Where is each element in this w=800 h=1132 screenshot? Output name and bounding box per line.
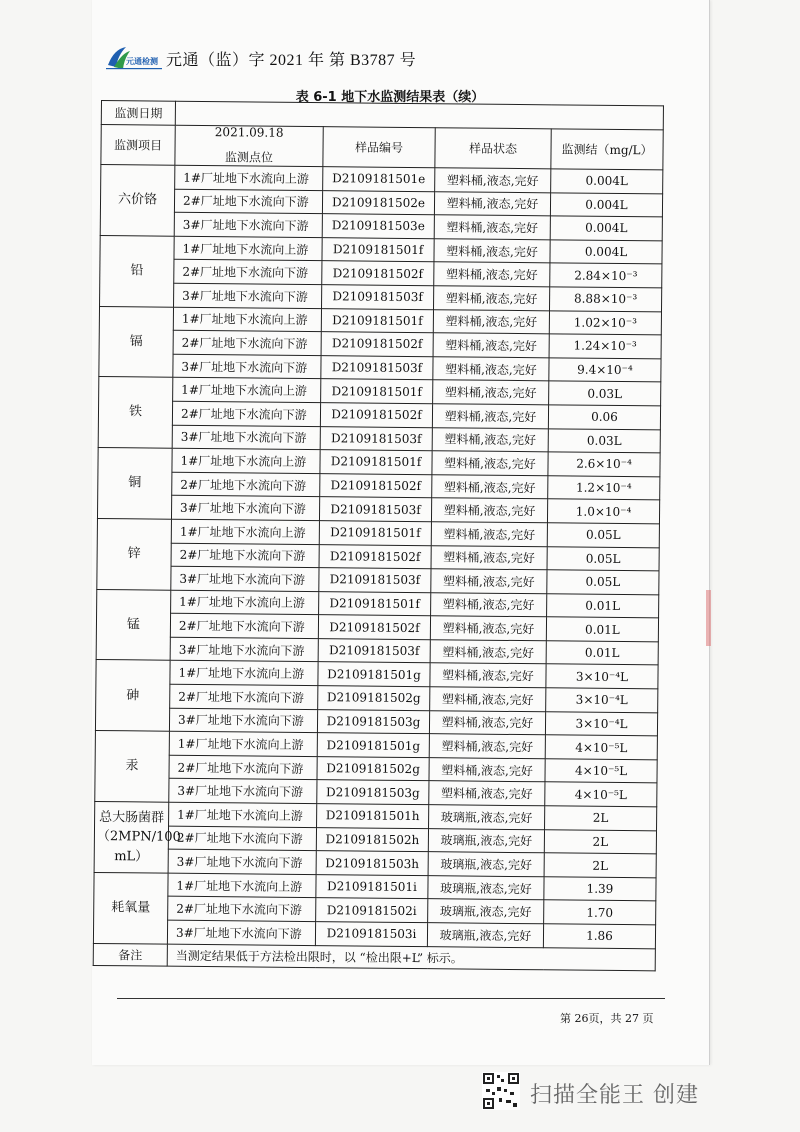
result-value: 8.88×10⁻³ (550, 287, 662, 312)
monitoring-point: 2#厂址地下水流向下游 (172, 472, 320, 497)
sample-state: 塑料桶,液态,完好 (434, 286, 550, 311)
qr-code-icon (482, 1072, 520, 1110)
sample-state: 塑料桶,液态,完好 (434, 215, 550, 240)
sample-id: D2109181503f (320, 426, 432, 451)
parameter-name: 铁 (98, 377, 173, 448)
parameter-name: 铜 (97, 448, 172, 519)
sample-state: 塑料桶,液态,完好 (432, 451, 548, 476)
page-number: 第 26页，共 27 页 (560, 1012, 654, 1025)
point-header: 监测点位 (224, 150, 274, 165)
monitoring-point: 3#厂址地下水流向下游 (174, 283, 322, 308)
result-value: 0.01L (546, 617, 658, 642)
result-value: 9.4×10⁻⁴ (549, 358, 661, 383)
sample-id: D2109181501f (320, 450, 432, 475)
result-value: 2.84×10⁻³ (550, 263, 662, 288)
sample-id-header: 样品编号 (323, 127, 435, 168)
result-value: 2.6×10⁻⁴ (548, 452, 660, 477)
result-value: 0.004L (550, 192, 662, 217)
result-value: 3×10⁻⁴L (545, 711, 657, 736)
note-text: 当测定结果低于方法检出限时，以 “检出限+L” 标示。 (167, 944, 655, 971)
monitoring-point: 2#厂址地下水流向下游 (172, 401, 320, 426)
monitoring-point: 2#厂址地下水流向下游 (168, 897, 316, 922)
monitoring-point: 2#厂址地下水流向下游 (171, 543, 319, 568)
sample-id: D2109181503f (319, 497, 431, 522)
point-label (175, 125, 323, 166)
logo-text: 元通检测 (126, 57, 158, 66)
monitoring-point: 3#厂址地下水流向下游 (174, 212, 322, 237)
sample-id: D2109181502f (321, 332, 433, 357)
result-header: 监测结（mg/L） (551, 129, 663, 170)
result-value: 1.2×10⁻⁴ (548, 476, 660, 501)
sample-state: 塑料桶,液态,完好 (434, 262, 550, 287)
monitoring-point: 1#厂址地下水流向上游 (171, 519, 319, 544)
result-value: 0.03L (549, 381, 661, 406)
monitoring-point: 3#厂址地下水流向下游 (169, 708, 317, 733)
monitoring-point: 1#厂址地下水流向上游 (173, 378, 321, 403)
monitoring-point: 1#厂址地下水流向上游 (169, 802, 317, 827)
monitoring-point: 1#厂址地下水流向上游 (173, 307, 321, 332)
result-value: 2L (544, 853, 656, 878)
parameter-name: 镉 (99, 306, 174, 377)
sample-id: D2109181502e (322, 190, 434, 215)
state-header: 样品状态 (435, 128, 551, 169)
sample-id: D2109181503e (322, 214, 434, 239)
monitoring-point: 1#厂址地下水流向上游 (171, 590, 319, 615)
result-value: 0.004L (550, 216, 662, 241)
parameter-name: 砷 (95, 660, 170, 731)
table-title: 表 6-1 地下水监测结果表（续） (295, 90, 485, 105)
sample-state: 塑料桶,液态,完好 (431, 522, 547, 547)
result-value: 0.004L (550, 240, 662, 265)
sample-id: D2109181503f (321, 355, 433, 380)
sample-id: D2109181502h (316, 827, 428, 852)
parameter-name: 耗氧量 (93, 872, 168, 943)
sample-id: D2109181502g (317, 756, 429, 781)
sample-state: 塑料桶,液态,完好 (434, 191, 550, 216)
sample-state: 塑料桶,液态,完好 (430, 616, 546, 641)
result-value: 1.02×10⁻³ (549, 310, 661, 335)
monitoring-point: 3#厂址地下水流向下游 (168, 849, 316, 874)
parameter-name: 铅 (100, 235, 175, 306)
result-value: 0.05L (547, 570, 659, 595)
parameter-name: 锌 (97, 518, 172, 589)
result-value: 1.24×10⁻³ (549, 334, 661, 359)
company-logo (104, 43, 164, 73)
monitoring-point: 2#厂址地下水流向下游 (173, 330, 321, 355)
monitoring-point: 1#厂址地下水流向上游 (170, 661, 318, 686)
sample-state: 塑料桶,液态,完好 (433, 333, 549, 358)
sample-id: D2109181501f (319, 591, 431, 616)
result-value: 1.86 (543, 924, 655, 949)
sample-id: D2109181502i (316, 898, 428, 923)
result-value: 4×10⁻⁵L (545, 759, 657, 784)
sample-id: D2109181503i (315, 922, 427, 947)
sample-id: D2109181501g (317, 733, 429, 758)
sample-state: 塑料桶,液态,完好 (429, 781, 545, 806)
sample-state: 塑料桶,液态,完好 (430, 640, 546, 665)
sample-id: D2109181502g (318, 686, 430, 711)
result-value: 2L (544, 829, 656, 854)
scanner-watermark: 扫描全能王 创建 (530, 1083, 699, 1108)
sample-id: D2109181502f (320, 473, 432, 498)
sample-id: D2109181501f (321, 308, 433, 333)
parameter-name: 锰 (96, 589, 171, 660)
sample-state: 塑料桶,液态,完好 (430, 663, 546, 688)
sample-id: D2109181501f (322, 237, 434, 262)
sample-id: D2109181501i (316, 874, 428, 899)
sample-state: 塑料桶,液态,完好 (430, 687, 546, 712)
sample-state: 玻璃瓶,液态,完好 (428, 899, 544, 924)
sample-id: D2109181502f (320, 403, 432, 428)
document-header (104, 42, 704, 74)
sample-state: 塑料桶,液态,完好 (431, 592, 547, 617)
sample-state: 塑料桶,液态,完好 (432, 427, 548, 452)
monitoring-point: 3#厂址地下水流向下游 (171, 566, 319, 591)
sample-id: D2109181503f (319, 568, 431, 593)
sample-id: D2109181502f (318, 615, 430, 640)
sample-state: 塑料桶,液态,完好 (431, 498, 547, 523)
monitoring-point: 3#厂址地下水流向下游 (172, 425, 320, 450)
results-table (93, 100, 664, 971)
result-value: 0.01L (547, 593, 659, 618)
sample-id: D2109181503h (316, 851, 428, 876)
result-value: 4×10⁻⁵L (545, 735, 657, 760)
monitoring-point: 1#厂址地下水流向上游 (175, 165, 323, 190)
monitoring-point: 3#厂址地下水流向下游 (170, 637, 318, 662)
sample-state: 塑料桶,液态,完好 (433, 309, 549, 334)
sample-id: D2109181501g (318, 662, 430, 687)
monitoring-point: 2#厂址地下水流向下游 (174, 260, 322, 285)
sample-id: D2109181503f (318, 638, 430, 663)
result-value: 4×10⁻⁵L (545, 782, 657, 807)
parameter-name: 六价铬 (100, 165, 175, 236)
result-value: 0.004L (551, 169, 663, 194)
date-value: 2021.09.18 (214, 125, 284, 140)
sample-state: 玻璃瓶,液态,完好 (427, 923, 543, 948)
sample-state: 塑料桶,液态,完好 (434, 238, 550, 263)
result-value: 3×10⁻⁴L (546, 664, 658, 689)
monitoring-point: 2#厂址地下水流向下游 (174, 189, 322, 214)
sample-id: D2109181502f (322, 261, 434, 286)
sample-state: 玻璃瓶,液态,完好 (428, 828, 544, 853)
sample-state: 塑料桶,液态,完好 (429, 710, 545, 735)
date-label: 监测日期 (101, 101, 175, 126)
sample-state: 塑料桶,液态,完好 (435, 168, 551, 193)
sample-id: D2109181501f (319, 521, 431, 546)
sample-state: 塑料桶,液态,完好 (431, 569, 547, 594)
result-value: 1.0×10⁻⁴ (547, 499, 659, 524)
monitoring-point: 2#厂址地下水流向下游 (169, 755, 317, 780)
result-value: 0.01L (546, 641, 658, 666)
sample-state: 塑料桶,液态,完好 (432, 404, 548, 429)
sample-state: 塑料桶,液态,完好 (433, 380, 549, 405)
sample-state: 塑料桶,液态,完好 (433, 356, 549, 381)
result-value: 1.70 (544, 900, 656, 925)
monitoring-point: 3#厂址地下水流向下游 (167, 920, 315, 945)
logo-icon (104, 43, 164, 73)
sample-state: 玻璃瓶,液态,完好 (429, 805, 545, 830)
result-value: 2L (545, 806, 657, 831)
results-table-wrap (93, 100, 663, 971)
sample-state: 玻璃瓶,液态,完好 (428, 852, 544, 877)
column-header-row (101, 125, 663, 170)
parameter-name: 总大肠菌群（2MPN/100 mL） (94, 802, 169, 873)
footer-divider (117, 998, 665, 999)
sample-state: 玻璃瓶,液态,完好 (428, 875, 544, 900)
sample-state: 塑料桶,液态,完好 (432, 474, 548, 499)
parameter-name: 汞 (95, 731, 170, 802)
item-label: 监测项目 (101, 125, 175, 166)
result-value: 0.06 (548, 405, 660, 430)
sample-state: 塑料桶,液态,完好 (431, 545, 547, 570)
sample-id: D2109181503f (322, 285, 434, 310)
monitoring-point: 1#厂址地下水流向上游 (168, 873, 316, 898)
sample-id: D2109181501h (317, 804, 429, 829)
sample-state: 塑料桶,液态,完好 (429, 758, 545, 783)
result-value: 0.05L (547, 523, 659, 548)
sample-id: D2109181503g (317, 709, 429, 734)
monitoring-point: 3#厂址地下水流向下游 (169, 779, 317, 804)
monitoring-point: 2#厂址地下水流向下游 (168, 826, 316, 851)
monitoring-point: 1#厂址地下水流向上游 (169, 731, 317, 756)
monitoring-point: 2#厂址地下水流向下游 (170, 684, 318, 709)
monitoring-point: 1#厂址地下水流向上游 (174, 236, 322, 261)
sample-id: D2109181502f (319, 544, 431, 569)
monitoring-point: 3#厂址地下水流向下游 (171, 496, 319, 521)
result-value: 3×10⁻⁴L (546, 688, 658, 713)
result-value: 0.05L (547, 546, 659, 571)
note-label: 备注 (93, 943, 167, 966)
result-value: 0.03L (548, 428, 660, 453)
edge-stamp-mark (706, 590, 711, 646)
note-row (93, 943, 655, 970)
document-number: 元通（监）字 2021 年 第 B3787 号 (166, 51, 417, 69)
result-value: 1.39 (544, 877, 656, 902)
sample-id: D2109181501f (321, 379, 433, 404)
sample-id: D2109181501e (323, 167, 435, 192)
sample-id: D2109181503g (317, 780, 429, 805)
monitoring-point: 1#厂址地下水流向上游 (172, 448, 320, 473)
sample-state: 塑料桶,液态,完好 (429, 734, 545, 759)
monitoring-point: 3#厂址地下水流向下游 (173, 354, 321, 379)
monitoring-point: 2#厂址地下水流向下游 (170, 613, 318, 638)
